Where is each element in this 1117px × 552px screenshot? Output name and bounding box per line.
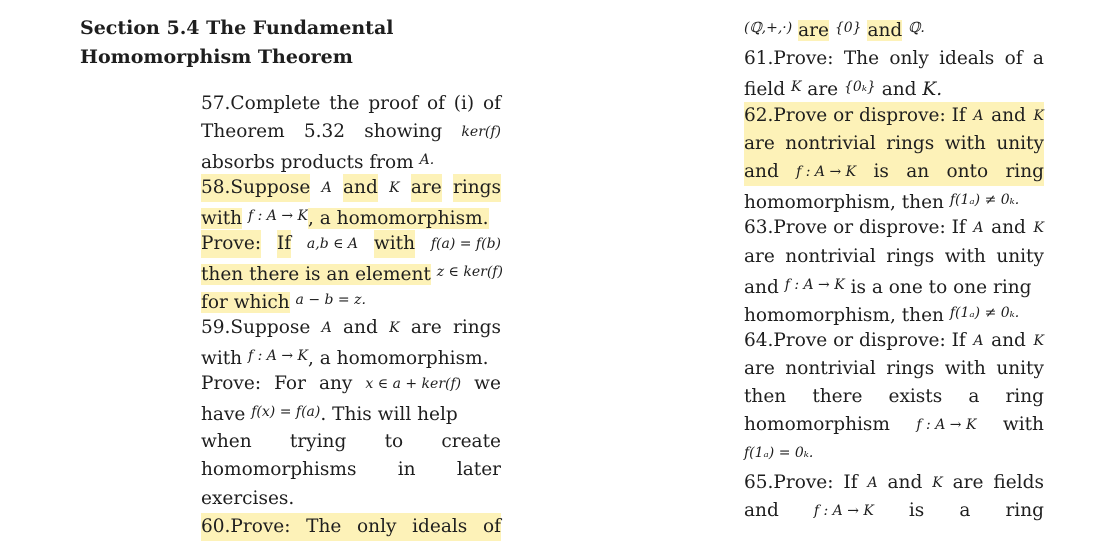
exercise-64-line-5: f(1ₐ) = 0ₖ.	[744, 445, 814, 461]
exercise-65-line-1: 65.Prove: If A and K are fields	[744, 472, 1044, 493]
exercise-64-line-3: then there exists a ring	[744, 386, 1044, 407]
exercise-62-line-4: homomorphism, then $^{f(1_a) \ne 0_k.}$	[744, 192, 1020, 213]
exercise-59-line-4: have $^{f(x) = f(a)}$. This will help	[201, 404, 458, 425]
exercise-64-line-4: homomorphism f : A → K with	[744, 414, 1044, 435]
exercise-58-line-4: then there is an element $^{z \in ker(f)}$	[201, 264, 503, 285]
exercise-62-line-3: and f : A → K is an onto ring	[744, 158, 1044, 186]
exercise-59-line-7: exercises.	[201, 488, 295, 509]
section-title-line-2: Homomorphism Theorem	[80, 46, 353, 68]
exercise-61-line-2: field $^K$ are $^{\{0_k\}}$ and K.	[744, 79, 943, 100]
exercise-63-line-2: are nontrivial rings with unity	[744, 246, 1044, 267]
exercise-58-line-5: for which $^{a - b = z.}$	[201, 292, 366, 313]
exercise-58-line-2: with $^{f : A \to K}$, a homomorphism.	[201, 208, 489, 229]
section-title-line-1: Section 5.4 The Fundamental	[80, 17, 394, 39]
section-title	[80, 14, 394, 72]
exercise-57-line-2: Theorem 5.32 showing ker(f)	[201, 121, 501, 142]
exercise-64-line-1: 64.Prove or disprove: If A and K	[744, 330, 1044, 351]
exercise-64-line-2: are nontrivial rings with unity	[744, 358, 1044, 379]
exercise-59-line-2: with $^{f : A \to K}$, a homomorphism.	[201, 348, 489, 369]
exercise-59-line-6: homomorphisms in later	[201, 459, 501, 480]
exercise-58-line-3: Prove: If a,b ∈ A with f(a) = f(b)	[201, 230, 501, 258]
exercise-62-line-1: 62.Prove or disprove: If A and K	[744, 102, 1044, 130]
exercise-63-line-4: homomorphism, then $^{f(1_a) \ne 0_k.}$	[744, 305, 1020, 326]
exercise-57-line-3: absorbs products from $^{A.}$	[201, 152, 435, 173]
exercise-60-line-2: $^{(ℚ,+,\cdot)}$ are $^{\{0\}}$ and $^{ℚ.}$	[744, 20, 925, 41]
exercise-65-line-2: and f : A → K is a ring	[744, 500, 1044, 521]
exercise-59-line-5: when trying to create	[201, 431, 501, 452]
exercise-57-line-1: 57.Complete the proof of (i) of	[201, 93, 501, 114]
exercise-60-line-1: 60.Prove: The only ideals of	[201, 513, 501, 541]
exercise-62-line-2: are nontrivial rings with unity	[744, 130, 1044, 158]
exercise-59-line-3: Prove: For any x ∈ a + ker(f) we	[201, 373, 501, 394]
exercise-59-line-1: 59.Suppose A and K are rings	[201, 317, 501, 338]
exercise-61-line-1: 61.Prove: The only ideals of a	[744, 48, 1044, 69]
exercise-63-line-3: and $^{f : A \to K}$ is a one to one ring	[744, 277, 1032, 298]
exercise-58-line-1: 58.Suppose A and K are rings	[201, 174, 501, 202]
exercise-63-line-1: 63.Prove or disprove: If A and K	[744, 217, 1044, 238]
